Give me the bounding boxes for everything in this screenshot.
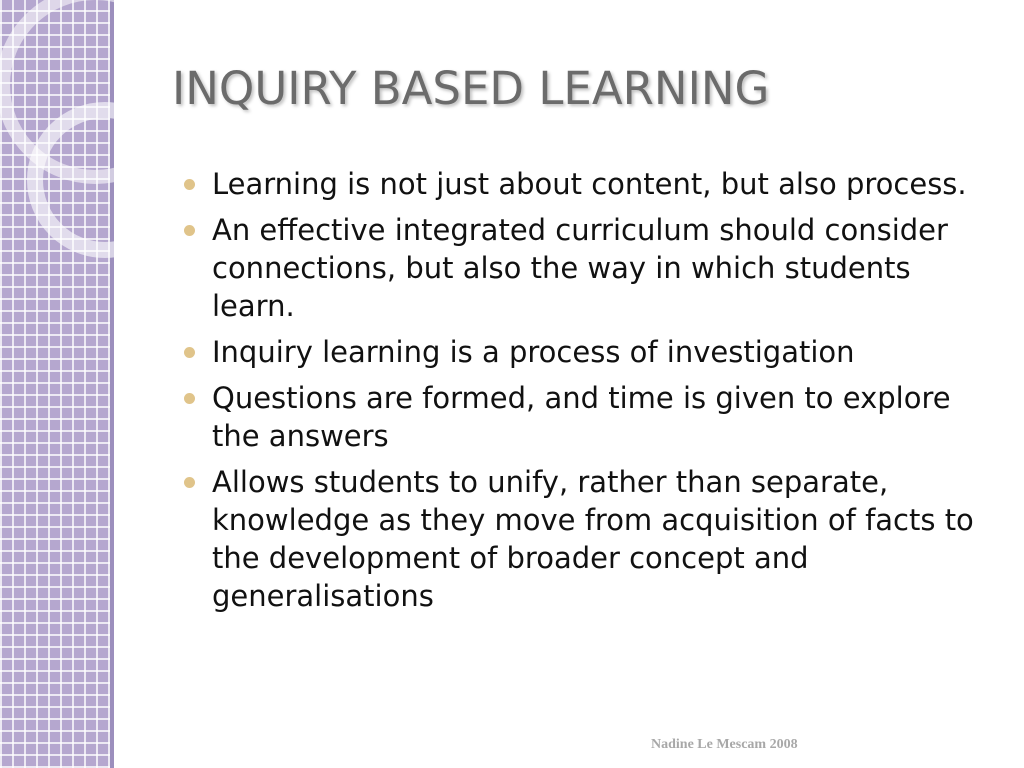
bullet-item [180,211,990,325]
bullet-list [180,165,990,623]
bullet-dot-icon [184,393,195,404]
bullet-item [180,463,990,615]
bullet-dot-icon [184,347,195,358]
bullet-dot-icon [184,477,195,488]
bullet-text: Inquiry learning is a process of investigation [212,335,855,369]
slide-title: INQUIRY BASED LEARNING [172,62,770,115]
decorative-rings [0,0,180,260]
bullet-item [180,379,990,455]
bullet-text: An effective integrated curriculum should consider connections, but also the way in which students learn. [212,213,948,323]
bullet-dot-icon [184,225,195,236]
bullet-dot-icon [184,179,195,190]
bullet-text: Learning is not just about content, but also process. [212,167,967,201]
footer-credit: Nadine Le Mescam 2008 [651,737,798,752]
bullet-text: Allows students to unify, rather than separate, knowledge as they move from acquisition of facts to the development of broader concept and generalisations [212,465,974,613]
bullet-item [180,333,990,371]
decorative-ring-large [3,0,187,177]
bullet-text: Questions are formed, and time is given to explore the answers [212,381,951,453]
bullet-item [180,165,990,203]
